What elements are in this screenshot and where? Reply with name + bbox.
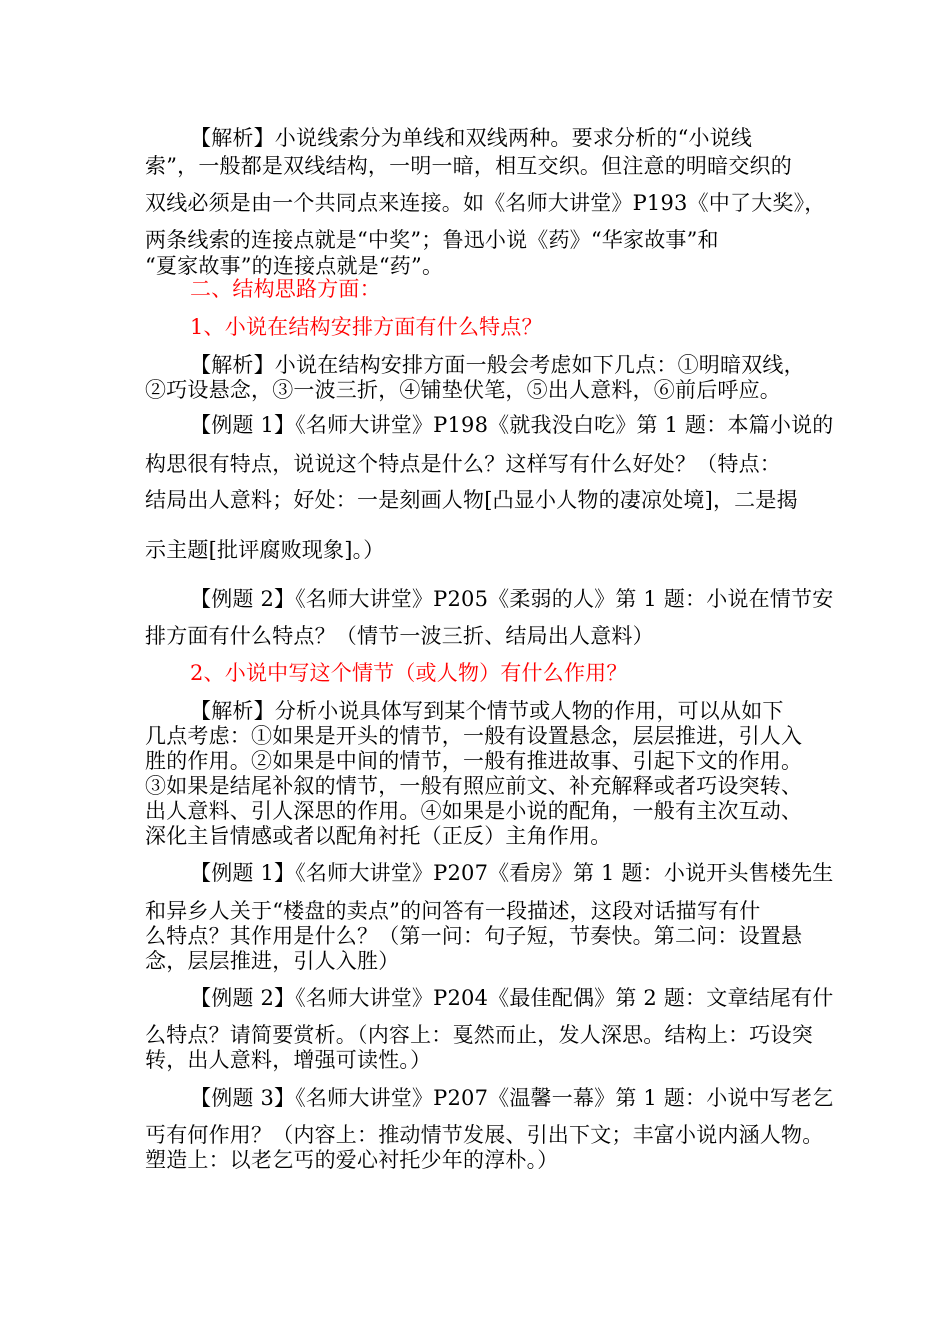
example-1a-line-3: 结局出人意料；好处：一是刻画人物[凸显小人物的凄凉处境]，二是揭 xyxy=(145,488,798,512)
analysis-clue-line-4: 两条线索的连接点就是“中奖”；鲁迅小说《药》“华家故事”和 xyxy=(145,228,719,252)
example-1a-line-1: 【例题 1】《名师大讲堂》P198《就我没白吃》第 1 题：本篇小说的 xyxy=(190,413,834,437)
example-2a-line-1: 【例题 2】《名师大讲堂》P205《柔弱的人》第 1 题：小说在情节安 xyxy=(190,587,834,611)
example-3b-line-1: 【例题 3】《名师大讲堂》P207《温馨一幕》第 1 题：小说中写老乞 xyxy=(190,1086,834,1110)
example-3b-line-2: 丐有何作用？（内容上：推动情节发展、引出下文；丰富小说内涵人物。 xyxy=(145,1123,824,1147)
analysis-role-line-2: 几点考虑：①如果是开头的情节，一般有设置悬念，层层推进，引人入 xyxy=(145,724,803,748)
example-1b-line-4: 念，层层推进，引人入胜） xyxy=(145,949,400,973)
example-2b-line-2: 么特点？请简要赏析。（内容上：戛然而止，发人深思。结构上：巧设突 xyxy=(145,1023,813,1047)
analysis-clue-line-2: 索”，一般都是双线结构，一明一暗，相互交织。但注意的明暗交织的 xyxy=(145,154,792,178)
analysis-structure-line-2: ②巧设悬念，③一波三折，④铺垫伏笔，⑤出人意料，⑥前后呼应。 xyxy=(145,378,781,402)
example-1a-line-4: 示主题[批评腐败现象]。） xyxy=(145,538,385,562)
section-heading-structure: 二、结构思路方面： xyxy=(190,277,381,301)
example-1b-line-1: 【例题 1】《名师大讲堂》P207《看房》第 1 题：小说开头售楼先生 xyxy=(190,861,834,885)
analysis-role-line-1: 【解析】分析小说具体写到某个情节或人物的作用，可以从如下 xyxy=(190,699,784,723)
example-2b-line-1: 【例题 2】《名师大讲堂》P204《最佳配偶》第 2 题：文章结尾有什 xyxy=(190,986,834,1010)
analysis-role-line-4: ③如果是结尾补叙的情节，一般有照应前文、补充解释或者巧设突转、 xyxy=(145,774,803,798)
analysis-clue-line-1: 【解析】小说线索分为单线和双线两种。要求分析的“小说线 xyxy=(190,126,753,150)
analysis-clue-line-3: 双线必须是由一个共同点来连接。如《名师大讲堂》P193《中了大奖》， xyxy=(145,191,826,215)
analysis-role-line-6: 深化主旨情感或者以配角衬托（正反）主角作用。 xyxy=(145,824,612,848)
example-1b-line-2: 和异乡人关于“楼盘的卖点”的问答有一段描述，这段对话描写有什 xyxy=(145,899,761,923)
analysis-role-line-3: 胜的作用。②如果是中间的情节，一般有推进故事、引起下文的作用。 xyxy=(145,749,803,773)
example-2a-line-2: 排方面有什么特点？（情节一波三折、结局出人意料） xyxy=(145,624,654,648)
example-3b-line-3: 塑造上：以老乞丐的爱心衬托少年的淳朴。） xyxy=(145,1148,559,1172)
analysis-role-line-5: 出人意料、引人深思的作用。④如果是小说的配角，一般有主次互动、 xyxy=(145,799,803,823)
example-1a-line-2: 构思很有特点，说说这个特点是什么？这样写有什么好处？（特点： xyxy=(145,452,781,476)
analysis-structure-line-1: 【解析】小说在结构安排方面一般会考虑如下几点：①明暗双线， xyxy=(190,353,805,377)
question-heading-1: 1、小说在结构安排方面有什么特点？ xyxy=(190,315,543,339)
example-2b-line-3: 转，出人意料，增强可读性。） xyxy=(145,1048,432,1072)
question-heading-2: 2、小说中写这个情节（或人物）有什么作用？ xyxy=(190,661,628,685)
analysis-clue-line-5: “夏家故事”的连接点就是“药”。 xyxy=(145,254,444,278)
example-1b-line-3: 么特点？其作用是什么？（第一问：句子短，节奏快。第二问：设置悬 xyxy=(145,924,803,948)
